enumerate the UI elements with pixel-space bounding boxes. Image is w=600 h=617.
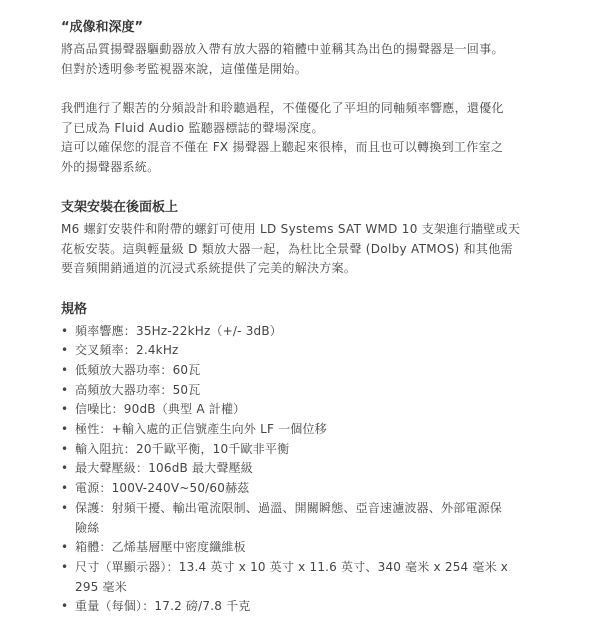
text-line: 要音頻開銷通道的沉浸式系統提供了完美的解決方案。 bbox=[61, 259, 551, 279]
text-line: 保護：射頻干擾、輸出電流限制、過溫、開關瞬態、亞音速濾波器、外部電源保 bbox=[75, 501, 502, 515]
text-line: 295 毫米 bbox=[75, 580, 127, 594]
section-title-imaging: “成像和深度” bbox=[61, 18, 551, 37]
spec-item-max-spl: • 最大聲壓級：106dB 最大聲壓級 bbox=[61, 459, 551, 479]
spec-item-frequency-response: • 頻率響應：35Hz-22kHz（+/- 3dB） bbox=[61, 322, 551, 342]
spec-item-crossover: • 交叉頻率：2.4kHz bbox=[61, 341, 551, 361]
text-line: 外的揚聲器系統。 bbox=[61, 158, 551, 178]
spec-item-hf-amp-power: • 高頻放大器功率：50瓦 bbox=[61, 381, 551, 401]
text-line: 尺寸（單顯示器）：13.4 英寸 x 10 英寸 x 11.6 英寸、340 毫米 x 254 毫米 x bbox=[75, 560, 508, 574]
text-line: 將高品質揚聲器驅動器放入帶有放大器的箱體中並稱其為出色的揚聲器是一回事。 bbox=[61, 40, 551, 60]
text-line: 了已成為 Fluid Audio 監聽器標誌的聲場深度。 bbox=[61, 119, 551, 139]
section-title-mounting: 支架安裝在後面板上 bbox=[61, 198, 551, 217]
text-line: M6 螺釘安裝件和附帶的螺釘可使用 LD Systems SAT WMD 10 支架進行牆壁或天 bbox=[61, 220, 551, 240]
content-column bbox=[61, 18, 551, 617]
paragraph-imaging-intro bbox=[61, 40, 551, 79]
section-title-specs: 規格 bbox=[61, 300, 551, 319]
spec-item-lf-amp-power: • 低頻放大器功率：60瓦 bbox=[61, 361, 551, 381]
spec-item-polarity: • 極性：+輸入處的正信號產生向外 LF 一個位移 bbox=[61, 420, 551, 440]
text-line: 但對於透明參考監視器來說，這僅僅是開始。 bbox=[61, 60, 551, 80]
text-line: 花板安裝。這與輕量級 D 類放大器一起，為杜比全景聲 (Dolby ATMOS) 和其他需 bbox=[61, 240, 551, 260]
text-line: 險絲 bbox=[75, 521, 99, 535]
spec-item-dimensions bbox=[61, 558, 551, 597]
spec-item-protection bbox=[61, 499, 551, 538]
text-line: 我們進行了艱苦的分頻設計和聆聽過程，不僅優化了平坦的同軸頻率響應，還優化 bbox=[61, 99, 551, 119]
paragraph-imaging-detail bbox=[61, 99, 551, 177]
spec-item-input-impedance: • 輸入阻抗：20千歐平衡，10千歐非平衡 bbox=[61, 440, 551, 460]
spec-item-enclosure: • 箱體：乙烯基層壓中密度纖維板 bbox=[61, 538, 551, 558]
spec-list bbox=[61, 322, 551, 617]
paragraph-mounting bbox=[61, 220, 551, 279]
spec-item-power-supply: • 電源：100V-240V~50/60赫茲 bbox=[61, 479, 551, 499]
text-line: 這可以確保您的混音不僅在 FX 揚聲器上聽起來很棒，而且也可以轉換到工作室之 bbox=[61, 138, 551, 158]
spec-item-weight: • 重量（每個）：17.2 磅/7.8 千克 bbox=[61, 597, 551, 617]
spec-item-snr: • 信噪比：90dB（典型 A 計權） bbox=[61, 400, 551, 420]
